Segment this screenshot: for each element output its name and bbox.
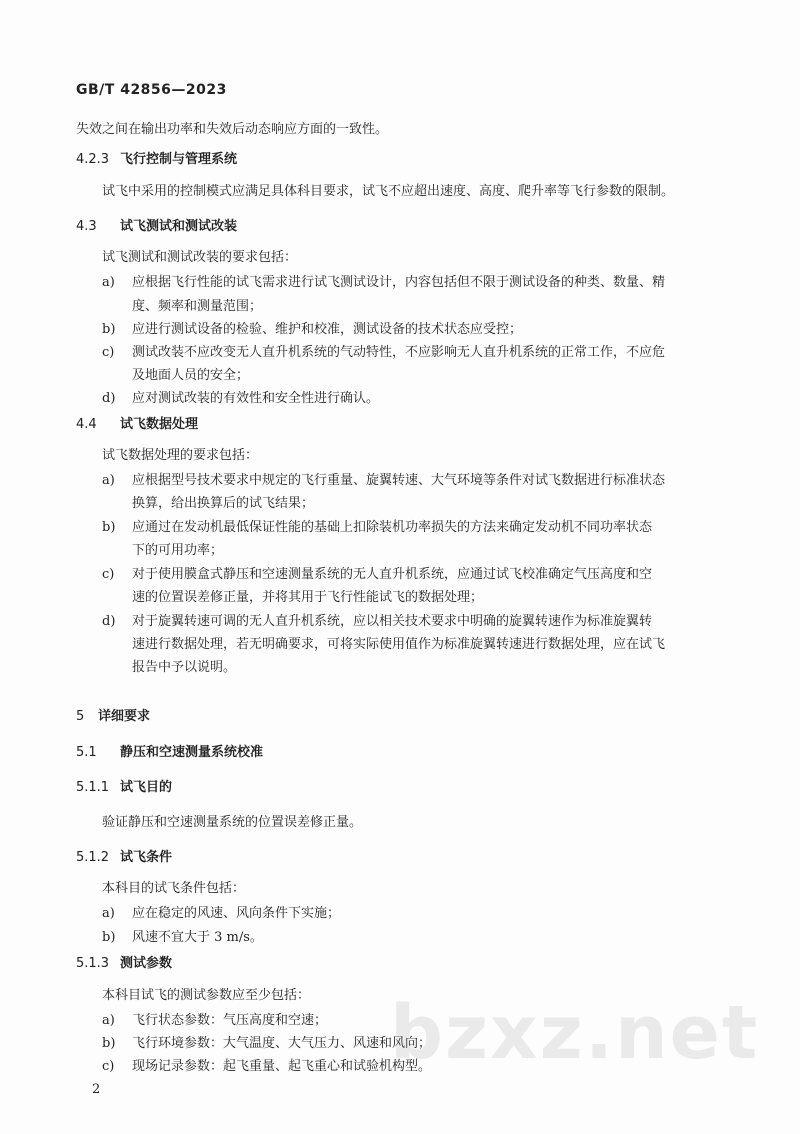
list-item-text: 速进行数据处理，若无明确要求，可将实际使用值作为标准旋翼转速进行数据处理，应在试飞 <box>132 637 666 652</box>
list-item-text: 现场记录参数：起飞重量、起飞重心和试验机构型。 <box>132 1059 432 1074</box>
section-4-2-3-heading <box>76 150 237 170</box>
section-number: 5.1 <box>76 745 97 760</box>
section-title: 试飞测试和测试改装 <box>120 219 238 234</box>
section-5-1-2-heading <box>76 848 172 868</box>
standard-code: GB/T 42856—2023 <box>76 82 227 98</box>
list-marker: a) <box>102 906 115 921</box>
list-marker: b) <box>102 520 116 535</box>
section-number: 4.4 <box>76 417 97 432</box>
list-marker: b) <box>102 1036 116 1051</box>
list-marker: a) <box>102 275 115 290</box>
section-4-3-heading <box>76 217 237 237</box>
list-marker: b) <box>102 322 116 337</box>
list-item-text: 飞行环境参数：大气温度、大气压力、风速和风向； <box>132 1036 432 1051</box>
list-marker: c) <box>102 567 115 582</box>
section-number: 5 <box>76 709 85 724</box>
section-number: 5.1.3 <box>76 956 110 971</box>
list-item-text: 应根据飞行性能的试飞需求进行试飞测试设计，内容包括但不限于测试设备的种类、数量、精 <box>132 275 666 290</box>
list-marker: b) <box>102 930 116 945</box>
section-5-1-1-heading <box>76 778 172 798</box>
list-item-text: 下的可用功率； <box>132 543 224 558</box>
list-item-text: 报告中予以说明。 <box>132 660 237 675</box>
list-item-text: 测试改装不应改变无人直升机系统的气动特性，不应影响无人直升机系统的正常工作，不应危 <box>132 345 666 360</box>
section-title: 试飞条件 <box>120 850 173 865</box>
section-title: 试飞数据处理 <box>120 417 199 432</box>
chapter-5-heading <box>76 707 150 727</box>
section-title: 详细要求 <box>98 709 151 724</box>
section-4-2-3-text: 试飞中采用的控制模式应满足具体科目要求，试飞不应超出速度、高度、爬升率等飞行参数的限制。 <box>102 184 675 199</box>
list-marker: d) <box>102 391 116 406</box>
section-title: 测试参数 <box>120 956 173 971</box>
watermark: bzxz.net <box>390 990 760 1076</box>
list-item-text: 对于使用膜盒式静压和空速测量系统的无人直升机系统，应通过试飞校准确定气压高度和空 <box>132 567 653 582</box>
list-item-text: 风速不宜大于 3 m/s。 <box>132 930 263 945</box>
list-item-text: 飞行状态参数：气压高度和空速； <box>132 1013 328 1028</box>
section-5-1-1-text: 验证静压和空速测量系统的位置误差修正量。 <box>102 815 363 830</box>
list-item-text: 应通过在发动机最低保证性能的基础上扣除装机功率损失的方法来确定发动机不同功率状态 <box>132 520 653 535</box>
section-5-1-2-intro: 本科目的试飞条件包括： <box>102 881 246 896</box>
section-5-1-heading <box>76 743 263 763</box>
list-item-text: 应在稳定的风速、风向条件下实施； <box>132 906 341 921</box>
list-item-text: 应根据型号技术要求中规定的飞行重量、旋翼转速、大气环境等条件对试飞数据进行标准状态 <box>132 473 666 488</box>
list-marker: a) <box>102 473 115 488</box>
section-5-1-3-heading <box>76 954 172 974</box>
section-number: 4.3 <box>76 219 97 234</box>
section-title: 静压和空速测量系统校准 <box>120 745 264 760</box>
section-number: 5.1.1 <box>76 780 110 795</box>
section-number: 4.2.3 <box>76 152 110 167</box>
intro-line: 失效之间在输出功率和失效后动态响应方面的一致性。 <box>76 122 389 137</box>
section-title: 试飞目的 <box>120 780 173 795</box>
list-item-text: 应进行测试设备的检验、维护和校准，测试设备的技术状态应受控； <box>132 322 523 337</box>
section-4-4-heading <box>76 415 198 435</box>
list-item-text: 对于旋翼转速可调的无人直升机系统，应以相关技术要求中明确的旋翼转速作为标准旋翼转 <box>132 614 653 629</box>
section-number: 5.1.2 <box>76 850 110 865</box>
section-title: 飞行控制与管理系统 <box>120 152 238 167</box>
list-item-text: 应对测试改装的有效性和安全性进行确认。 <box>132 391 380 406</box>
section-4-4-intro: 试飞数据处理的要求包括： <box>102 448 259 463</box>
section-4-3-intro: 试飞测试和测试改装的要求包括： <box>102 250 298 265</box>
list-marker: a) <box>102 1013 115 1028</box>
page-number: 2 <box>92 1082 101 1097</box>
list-marker: c) <box>102 345 115 360</box>
section-5-1-3-intro: 本科目试飞的测试参数应至少包括： <box>102 988 311 1003</box>
list-item-text: 换算，给出换算后的试飞结果； <box>132 496 315 511</box>
list-marker: d) <box>102 614 116 629</box>
list-item-text: 速的位置误差修正量，并将其用于飞行性能试飞的数据处理； <box>132 590 484 605</box>
list-item-text: 及地面人员的安全； <box>132 368 250 383</box>
list-item-text: 度、频率和测量范围； <box>132 299 263 314</box>
list-marker: c) <box>102 1059 115 1074</box>
